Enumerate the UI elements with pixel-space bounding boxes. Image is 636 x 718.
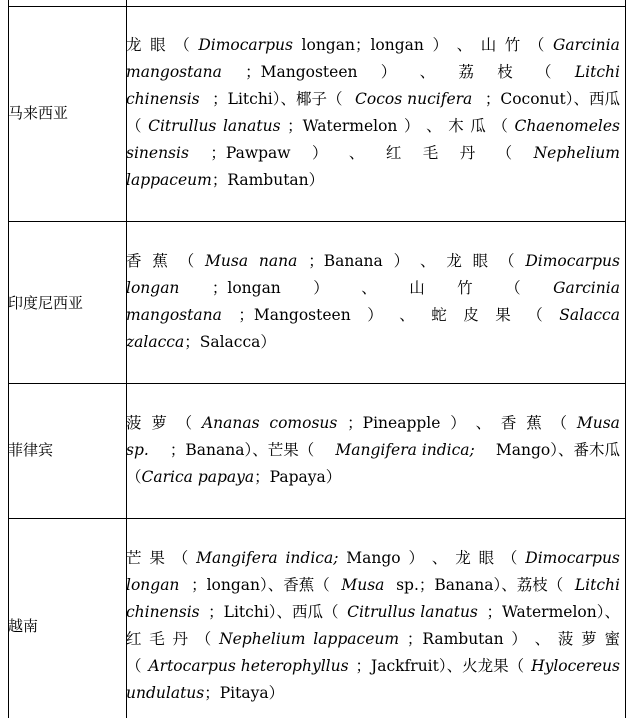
text-segment: 萝 [581,630,597,648]
text-segment: 眼 [150,36,166,54]
text-segment: （ [499,252,515,270]
scientific-name: Carica papaya [141,468,255,486]
text-segment: ；Salacca） [184,333,276,351]
text-line [126,113,620,140]
text-segment: ；Rambutan） [211,171,325,189]
text-segment: 龙 [126,36,142,54]
text-segment: ） [313,279,329,297]
text-segment: ；Rambutan [406,630,504,648]
text-segment: 、 [431,549,448,567]
text-line [126,140,620,167]
text-line [126,86,620,113]
scientific-name: lanatus [222,117,281,135]
text-segment: sp.；Banana）、荔枝（ [396,576,564,594]
text-segment: ；Pineapple [347,414,441,432]
text-segment: 皮 [463,306,479,324]
text-segment: ；longan [211,279,281,297]
text-segment: （ [178,252,195,270]
scientific-name: mangostana [126,306,222,324]
text-segment: ） [511,630,527,648]
text-segment: 香 [500,414,517,432]
text-segment: （ [536,63,552,81]
text-segment: 竹 [504,36,521,54]
country-cell: 印度尼西亚 [8,294,84,312]
scientific-name: Litchi [574,63,620,81]
text-line [126,248,620,275]
fruit-cell [126,410,620,491]
text-segment: ；Litchi）、西瓜（ [208,603,339,621]
text-segment: 丹 [459,144,476,162]
text-segment: ；Jackfruit）、火龙果（ [355,657,525,675]
text-segment: 、 [456,36,473,54]
scientific-name: Musa [205,252,249,270]
row-divider [8,6,626,7]
text-segment: ；Pitaya） [204,684,285,702]
text-segment: 、 [426,117,442,135]
text-segment: （ [551,414,568,432]
text-segment: 萝 [151,414,167,432]
text-segment: ；Watermelon）、 [486,603,620,621]
text-segment: ） [393,252,410,270]
text-segment: 菠 [557,630,574,648]
text-segment: 红 [126,630,142,648]
scientific-name: Garcinia [553,279,620,297]
scientific-name: Salacca [559,306,620,324]
text-segment: 木 [448,117,464,135]
text-line [126,32,620,59]
text-segment: 、 [348,144,365,162]
text-line [126,302,620,329]
fruit-cell [126,248,620,356]
country-cell: 菲律宾 [8,441,54,459]
text-segment: 果 [149,549,165,567]
text-segment: ；Watermelon [287,117,398,135]
text-segment: ） [311,144,328,162]
scientific-name: Chaenomeles [514,117,620,135]
text-line [126,626,620,653]
scientific-name: Garcinia [553,36,620,54]
text-segment: （ [496,144,513,162]
scientific-name: lappaceum [126,171,212,189]
text-segment: ） [408,549,424,567]
country-cell: 越南 [8,617,39,635]
text-segment: 山 [480,36,497,54]
text-segment: ；Papaya） [254,468,342,486]
text-segment: 毛 [422,144,439,162]
text-segment: Mango）、番木瓜 [495,441,620,459]
scientific-name: Dimocarpus [525,549,620,567]
text-segment: 龙 [455,549,471,567]
fruit-cell [126,32,620,194]
row-divider [8,221,626,222]
scientific-name: nana [258,252,298,270]
text-segment: 眼 [478,549,495,567]
text-segment: 毛 [149,630,165,648]
text-segment: （ [527,306,543,324]
text-segment: ；longan）、香蕉（ [191,576,330,594]
text-segment: ） [450,414,466,432]
text-segment: 、 [419,252,436,270]
text-segment: ） [367,306,383,324]
text-line [126,653,620,680]
text-line [126,329,620,356]
text-line [126,680,620,707]
scientific-name: indica; [285,549,339,567]
text-segment: （ [492,117,508,135]
scientific-name: Musa [576,414,620,432]
scientific-name: Mangifera [196,549,278,567]
text-segment: （ [126,117,142,135]
scientific-name: sinensis [126,144,189,162]
text-segment: longan；longan [301,36,424,54]
scientific-name: Citrullus [148,117,217,135]
text-line [126,167,620,194]
text-line [126,545,620,572]
text-segment: 菠 [126,414,142,432]
scientific-name: Artocarpus heterophyllus [148,657,349,675]
scientific-name: Nephelium [533,144,620,162]
text-segment: 蜜 [604,630,620,648]
scientific-name: Dimocarpus [198,36,293,54]
text-line [126,59,620,86]
text-segment: Mango [346,549,401,567]
text-line [126,599,620,626]
fruit-cell [126,545,620,707]
text-segment: （ [501,549,518,567]
text-segment: ；Mangosteen [245,63,358,81]
text-segment: 龙 [446,252,462,270]
text-line [126,410,620,437]
text-segment: （ [176,414,193,432]
scientific-name: longan [126,576,180,594]
text-segment: ；Pawpaw [210,144,291,162]
text-segment: ；Litchi）、椰子（ [212,90,343,108]
text-segment: ） [432,36,448,54]
text-segment: 蕉 [152,252,168,270]
text-segment: 香 [126,252,142,270]
text-segment: 芒 [126,549,142,567]
text-segment: 果 [495,306,511,324]
text-segment: 、 [361,279,377,297]
scientific-name: undulatus [126,684,205,702]
text-segment: （ [172,549,189,567]
scientific-name: sp. [126,441,149,459]
scientific-name: Ananas [201,414,260,432]
text-line [126,572,620,599]
text-segment: （ [195,630,212,648]
row-divider [8,518,626,519]
scientific-name: Cocos nucifera [355,90,473,108]
text-segment: （ [505,279,521,297]
text-segment: ） [404,117,420,135]
scientific-name: Musa [341,576,385,594]
text-segment: 、 [475,414,492,432]
scientific-name: Hylocereus [531,657,620,675]
text-segment: 荔 [458,63,474,81]
scientific-name: comosus [269,414,338,432]
scientific-name: longan [126,279,180,297]
text-segment: 山 [409,279,425,297]
text-segment: 竹 [457,279,473,297]
scientific-name: chinensis [126,90,200,108]
text-line [126,437,620,464]
text-segment: 、 [534,630,551,648]
table-border-right [625,0,626,718]
text-segment: 蕉 [526,414,542,432]
text-segment: 、 [419,63,436,81]
scientific-name: Nephelium [219,630,306,648]
text-segment: ） [380,63,397,81]
text-segment: 枝 [497,63,513,81]
text-segment: ；Banana [308,252,383,270]
text-segment: （ [126,468,142,486]
text-segment: ；Coconut）、西瓜 [484,90,620,108]
scientific-name: mangostana [126,63,222,81]
scientific-name: Mangifera indica; [335,441,475,459]
text-line [126,275,620,302]
scientific-name: Litchi [574,576,620,594]
text-segment: （ [528,36,545,54]
text-segment: 、 [399,306,415,324]
text-segment: 瓜 [470,117,486,135]
text-segment: 眼 [472,252,489,270]
text-segment: ；Banana）、芒果（ [169,441,315,459]
text-segment: 蛇 [431,306,447,324]
scientific-name: lappaceum [313,630,400,648]
text-line [126,464,620,491]
text-segment: （ [174,36,190,54]
scientific-name: Dimocarpus [525,252,620,270]
text-segment: （ [126,657,142,675]
country-cell: 马来西亚 [8,104,69,122]
text-segment: 丹 [172,630,189,648]
scientific-name: chinensis [126,603,200,621]
text-segment: ；Mangosteen [238,306,351,324]
scientific-name: zalacca [126,333,185,351]
row-divider [8,383,626,384]
text-segment: 红 [385,144,402,162]
scientific-name: Citrullus lanatus [347,603,478,621]
